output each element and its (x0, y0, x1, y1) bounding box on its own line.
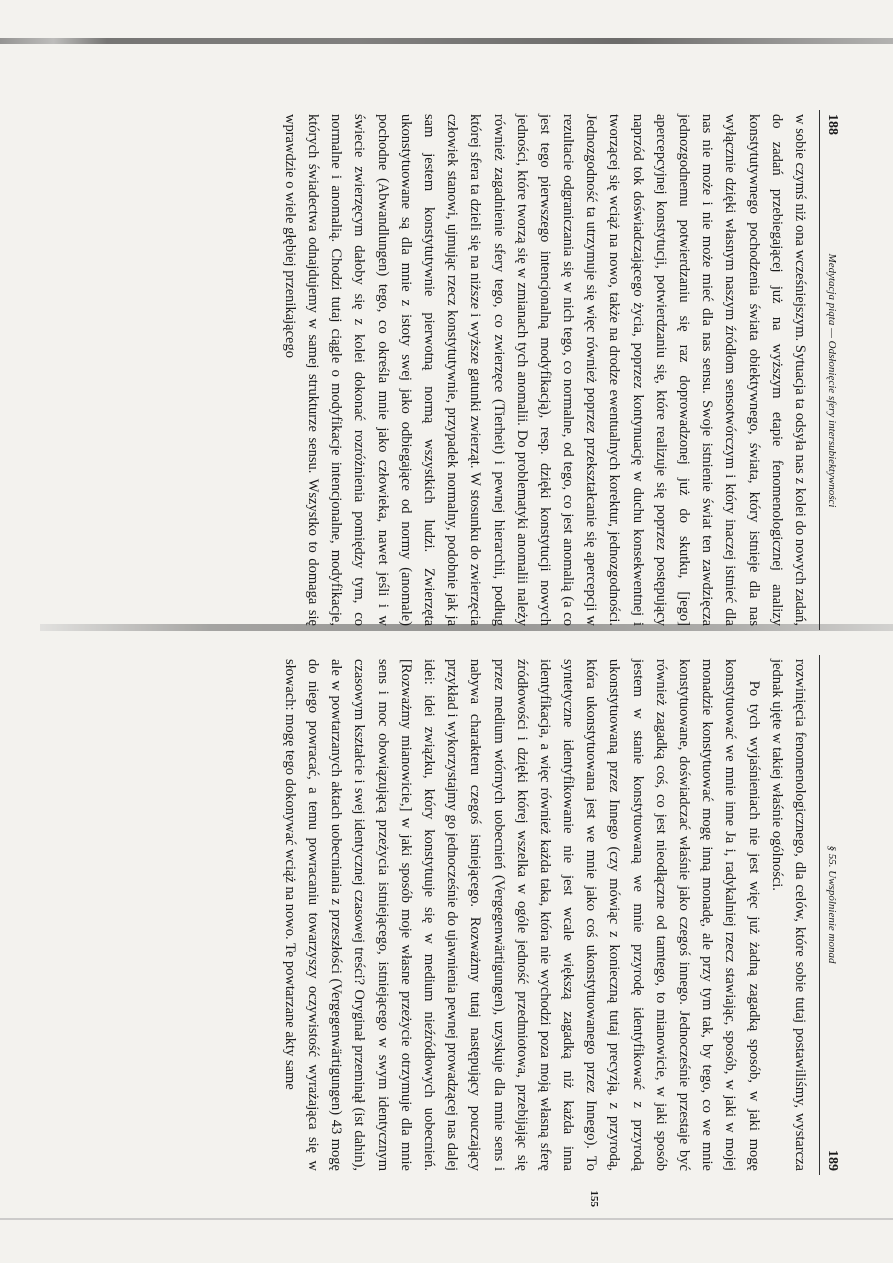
running-head-title: § 55. Uwspólnienie monad (826, 845, 838, 964)
running-head (822, 655, 840, 1175)
page-number: 188 (825, 114, 840, 135)
page-number: 189 (825, 1149, 840, 1171)
page-body (278, 110, 811, 630)
paragraph: rozwinięcia fenomenologicznego, dla celów, które sobie tutaj postawiliśmy, wystarcza jednak ujęte w takiej właśnie ogólności. (768, 659, 808, 1171)
paragraph: w sobie czymś niż ona wcześniejszym. Sytuacja ta odsyła nas z kolei do nowych zadań, do zadań przebiegającej już na wyższym etapie fenomenologicznej analizy konstytutywnego pochodzenia świata obiektywnego, świata, który istnieje dla nas wyłącznie dzięki własnym naszym źródłom sensotwórczym i który inaczej istnieć dla nas nie może i nie może mieć dla nas sensu. Swoje istnienie świat ten zawdzięcza jednozgodnemu potwierdzaniu się raz doprowadzonej już do skutku, [jego] apercepcyjnej konstytucji, potwierdzaniu się, które realizuje się poprzez postępujący naprzód tok doświadczającego życia, poprzez kontynuację w duchu konsekwentnej i tworzącej się wciąż na nowo, także na drodze ewentualnych korektur, jednozgodności. Jednozgodność ta utrzymuje się więc również poprzez przekształcanie się apercepcji w rezultacie odgraniczania się w nich tego, co normalne, od tego, co jest anomalią (a co jest tego pierwszego intencjonalną modyfikacją), resp. dzięki konstytucji nowych jedności, które tworzą się w zmianach tych anomalii. Do problematyki anomalii należy również zagadnienie sfery tego, co zwierzęce (Tierheit) i pewnej hierarchii, podług której sfera ta dzieli się na niższe i wyższe gatunki zwierząt. W stosunku do zwierzęcia człowiek stanowi, ujmując rzecz konstytutywnie, przypadek normalny, podobnie jak ja sam jestem konstytutywnie pierwotną normą wszystkich ludzi. Zwierzęta ukonstytuowane są dla mnie z istoty swej jako odbiegające od normy (anomale) pochodne (Abwandlungen) tego, co określa mnie jako człowieka, nawet jeśli i w świecie zwierzęcym dałoby się z kolei dokonać rozróżnienia pomiędzy tym, co normalne i anomalią. Chodzi tutaj ciągle o modyfikacje intencjonalne, modyfikacje, których świadectwa odnajdujemy w samej strukturze sensu. Wszystko to domaga się wprawdzie o wiele głębiej przenikającego (281, 114, 808, 626)
right-page (80, 655, 840, 1207)
head-rule (819, 655, 820, 1175)
head-rule (819, 110, 820, 630)
running-head (822, 110, 840, 630)
page-body (278, 655, 811, 1175)
scan-edge-bottom (0, 1218, 893, 1220)
left-page (80, 110, 840, 630)
margin-number: 155 (588, 1190, 600, 1207)
running-head-title: Medytacja piąta — Odsłonięcie sfery intersubiektywności (826, 253, 838, 508)
scan-edge-top (0, 38, 893, 44)
paragraph: Po tych wyjaśnieniach nie jest więc już żadną zagadką sposób, w jaki mogę konstytuować we mnie inne Ja i, radykalniej rzecz stawiając, sposób, w jaki w mojej monadzie konstytuować mogę inną monadę, ale przy tym tak, by tego, co we mnie konstytuowane, doświadczać właśnie jako czegoś innego. Jednocześnie przestaje być również zagadką coś, co jest nieodłączne od tamtego, to mianowicie, w jaki sposób jestem w stanie konstytuowaną we mnie przyrodę identyfikować z przyrodą ukonstytuowaną przez Innego (czy mówiąc z konieczną tutaj precyzją, z przyrodą, która ukonstytuowana jest we mnie jako coś ukonstytuowanego przez Innego). To syntetyczne identyfikowanie nie jest wcale większą zagadką niż każda inna identyfikacja, a więc również każda taka, która nie wychodzi poza moją własną sferę źródłowości i dzięki której wszelka w ogóle jedność przedmiotowa, przebijając się przez medium wtórnych uobecnień (Vergegenwärtigungen), uzyskuje dla mnie sens i nabywa charakteru czegoś istniejącego. Rozważmy tutaj następujący pouczający przykład i wykorzystajmy go jednocześnie do ujawnienia pewnej prowadzącej nas dalej idei: idei związku, który konstytuuje się w medium nieźródłowych uobecnień. [Rozważmy mianowicie,] w jaki sposób moje własne przeżycie otrzymuje dla mnie sens i moc obowiązującą przeżycia istniejącego, istniejącego w swym identycznym czasowym kształcie i swej identycznej czasowej treści? Oryginał przeminął (ist dahin), ale w powtarzanych aktach uobecniania z przeszłości (Vergegenwärtigungen) 43 mogę do niego powracać, a temu powracaniu towarzyszy oczywistość wyrażająca się w słowach: mogę tego dokonywać wciąż na nowo. Te powtarzane akty same (281, 659, 762, 1171)
